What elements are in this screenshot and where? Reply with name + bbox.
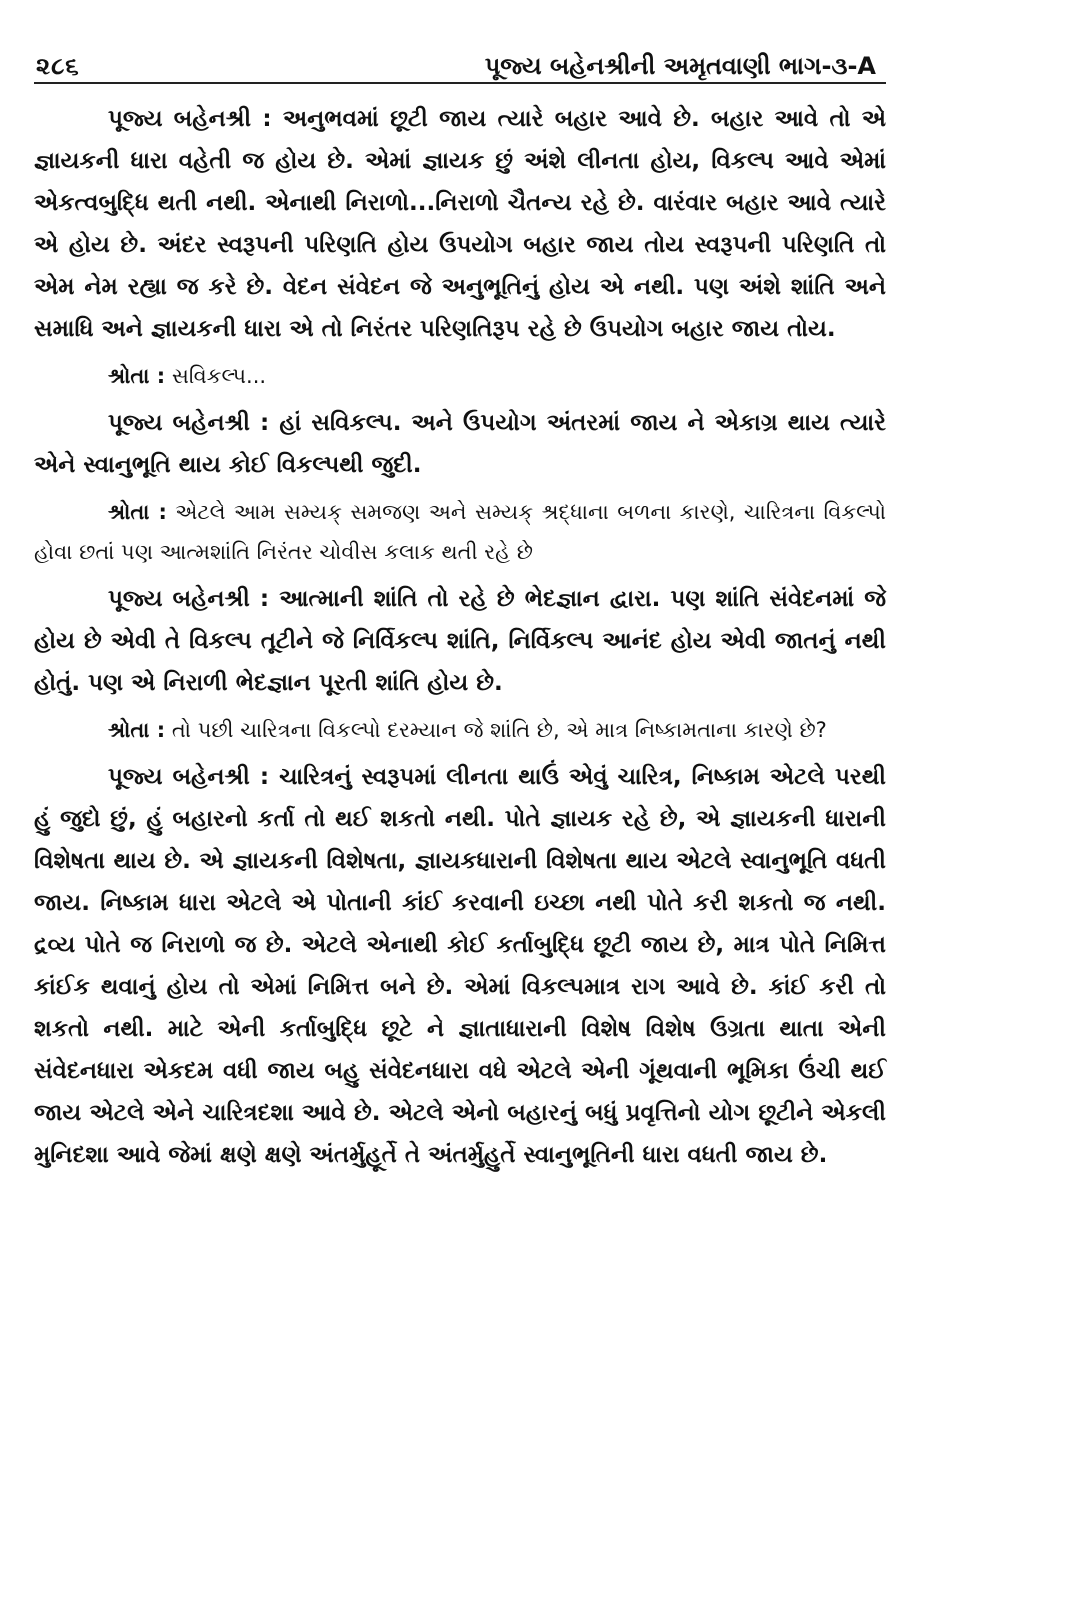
speaker-label: શ્રોતા : (108, 364, 166, 388)
speaker-label: શ્રોતા : (108, 718, 166, 742)
page-header (34, 40, 886, 84)
paragraph-shrota-3 (34, 710, 886, 750)
page-content (34, 98, 886, 1176)
paragraph-text: અનુભવમાં છૂટી જાય ત્યારે બહાર આવે છે. બહાર આવે તો એ જ્ઞાયકની ધારા વહેતી જ હોય છે. એમાં જ્ઞાયક છું અંશે લીનતા હોય, વિકલ્પ આવે એમાં એકત્વબુદ્ધિ થતી નથી. એનાથી નિરાળો...નિરાળો ચૈતન્ય રહે છે. વારંવાર બહાર આવે ત્યારે એ હોય છે. અંદર સ્વરૂપની પરિણતિ હોય ઉપયોગ બહાર જાય તોય સ્વરૂપની પરિણતિ તો એમ નેમ રહ્યા જ કરે છે. વેદન સંવેદન જે અનુભૂતિનું હોય એ નથી. પણ અંશે શાંતિ અને સમાધિ અને જ્ઞાયકની ધારા એ તો નિરંતર પરિણતિરૂપ રહે છે ઉપયોગ બહાર જાય તોય. (34, 106, 886, 342)
paragraph-shrota-2 (34, 492, 886, 572)
paragraph-shrota-1 (34, 356, 886, 396)
paragraph-bahenshri-2 (34, 402, 886, 486)
running-title: પૂજ્ય બહેનશ્રીની અમૃતવાણી ભાગ-૩-A (484, 52, 876, 80)
paragraph-text: હાં સવિકલ્પ. અને ઉપયોગ અંતરમાં જાય ને એકાગ્ર થાય ત્યારે એને સ્વાનુભૂતિ થાય કોઈ વિકલ્પથી જુદી. (34, 410, 886, 478)
speaker-label: પૂજ્ય બહેનશ્રી : (108, 586, 270, 612)
speaker-label: શ્રોતા : (108, 500, 167, 524)
paragraph-text: સવિકલ્પ... (171, 364, 267, 388)
paragraph-text: ચારિત્રનું સ્વરૂપમાં લીનતા થાઉં એવું ચારિત્ર, નિષ્કામ એટલે પરથી હું જુદો છું, હું બહારનો કર્તા તો થઈ શકતો નથી. પોતે જ્ઞાયક રહે છે, એ જ્ઞાયકની ધારાની વિશેષતા થાય છે. એ જ્ઞાયકની વિશેષતા, જ્ઞાયકધારાની વિશેષતા થાય એટલે સ્વાનુભૂતિ વધતી જાય. નિષ્કામ ધારા એટલે એ પોતાની કાંઈ કરવાની ઇચ્છા નથી પોતે કરી શકતો જ નથી. દ્રવ્ય પોતે જ નિરાળો જ છે. એટલે એનાથી કોઈ કર્તાબુદ્ધિ છૂટી જાય છે, માત્ર પોતે નિમિત્ત કાંઈક થવાનું હોય તો એમાં નિમિત્ત બને છે. એમાં વિકલ્પમાત્ર રાગ આવે છે. કાંઈ કરી તો શકતો નથી. માટે એની કર્તાબુદ્ધિ છૂટે ને જ્ઞાતાધારાની વિશેષ વિશેષ ઉગ્રતા થાતા એની સંવેદનધારા એકદમ વધી જાય બહુ સંવેદનધારા વધે એટલે એની ગૂંથવાની ભૂમિકા ઉંચી થઈ જાય એટલે એને ચારિત્રદશા આવે છે. એટલે એનો બહારનું બધું પ્રવૃત્તિનો યોગ છૂટીને એકલી મુનિદશા આવે જેમાં ક્ષણે ક્ષણે અંતર્મુહૂર્તે તે અંતર્મુહુર્તે સ્વાનુભૂતિની ધારા વધતી જાય છે. (34, 764, 886, 1168)
speaker-label: પૂજ્ય બહેનશ્રી : (108, 764, 270, 790)
speaker-label: પૂજ્ય બહેનશ્રી : (108, 106, 272, 132)
speaker-label: પૂજ્ય બહેનશ્રી : (108, 410, 270, 436)
paragraph-bahenshri-4 (34, 756, 886, 1176)
paragraph-text: તો પછી ચારિત્રના વિકલ્પો દરમ્યાન જે શાંતિ છે, એ માત્ર નિષ્કામતાના કારણે છે? (171, 718, 827, 742)
book-page (34, 40, 886, 1182)
paragraph-bahenshri-3 (34, 578, 886, 704)
paragraph-bahenshri-1 (34, 98, 886, 350)
page-number: ૨૮૬ (36, 52, 80, 80)
paragraph-text: આત્માની શાંતિ તો રહે છે ભેદજ્ઞાન દ્વારા. પણ શાંતિ સંવેદનમાં જે હોય છે એવી તે વિકલ્પ તૂટીને જે નિર્વિકલ્પ શાંતિ, નિર્વિકલ્પ આનંદ હોય એવી જાતનું નથી હોતું. પણ એ નિરાળી ભેદજ્ઞાન પૂરતી શાંતિ હોય છે. (34, 586, 886, 696)
paragraph-text: એટલે આમ સમ્યક્ સમજણ અને સમ્યક્ શ્રદ્ધાના બળના કારણે, ચારિત્રના વિકલ્પો હોવા છતાં પણ આત્મશાંતિ નિરંતર ચોવીસ કલાક થતી રહે છે (34, 500, 886, 564)
